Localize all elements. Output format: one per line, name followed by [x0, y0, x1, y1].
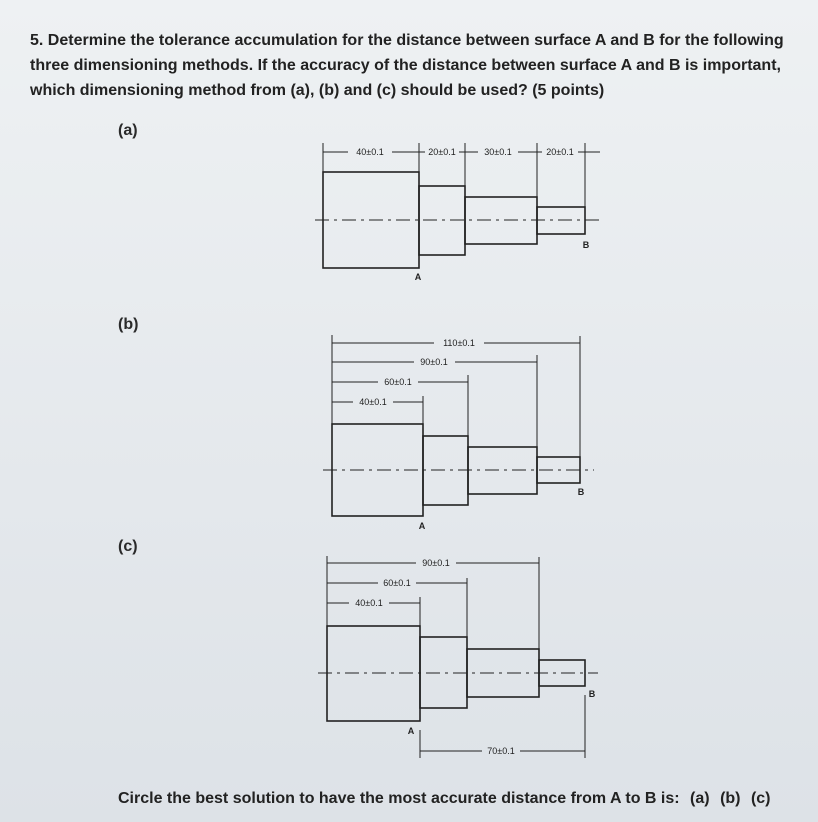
surface-a-label-c: A [407, 726, 415, 736]
dim-a-3: 30±0.1 [484, 147, 512, 157]
surface-a-label-a: A [414, 272, 422, 282]
labels-a [356, 147, 589, 282]
dim-c-4: 70±0.1 [487, 746, 515, 756]
question-line-1: 5. Determine the tolerance accumulation for the distance between surface A and B for the following [30, 32, 784, 49]
dimension-lines-b [332, 343, 580, 402]
question-line-2: three dimensioning methods. If the accuracy of the distance between surface A and B is important, [30, 57, 781, 74]
extension-lines-b [332, 335, 580, 457]
answer-option-b[interactable]: (b) [720, 790, 741, 807]
dim-b-3: 60±0.1 [384, 377, 412, 387]
dim-c-1: 90±0.1 [422, 558, 450, 568]
answer-prompt [118, 790, 777, 808]
drawing-c [318, 556, 598, 758]
labels-c [355, 558, 595, 756]
dim-a-4: 20±0.1 [546, 147, 574, 157]
dim-a-1: 40±0.1 [356, 147, 384, 157]
answer-prompt-text: Circle the best solution to have the most accurate distance from A to B is: [118, 790, 680, 807]
question-line-3: which dimensioning method from (a), (b) and (c) should be used? (5 points) [30, 82, 605, 99]
answer-option-c[interactable]: (c) [750, 790, 771, 807]
surface-b-label-a: B [582, 240, 590, 250]
surface-b-label-b: B [577, 487, 585, 497]
dim-b-2: 90±0.1 [420, 357, 448, 367]
dimension-lines-c [327, 563, 585, 751]
extension-lines-c [327, 556, 585, 758]
answer-option-a[interactable]: (a) [690, 790, 710, 807]
surface-b-label-c: B [588, 689, 596, 699]
part-c-label: (c) [118, 538, 138, 555]
labels-b [359, 338, 584, 531]
dim-b-1: 110±0.1 [443, 338, 475, 348]
part-a-label: (a) [118, 122, 138, 139]
dim-a-2: 20±0.1 [428, 147, 456, 157]
dim-c-2: 60±0.1 [383, 578, 411, 588]
dim-c-3: 40±0.1 [355, 598, 383, 608]
part-b-label: (b) [118, 316, 139, 333]
dim-b-4: 40±0.1 [359, 397, 387, 407]
surface-a-label-b: A [418, 521, 426, 531]
drawing-b [323, 335, 594, 516]
drawing-a [315, 143, 600, 268]
